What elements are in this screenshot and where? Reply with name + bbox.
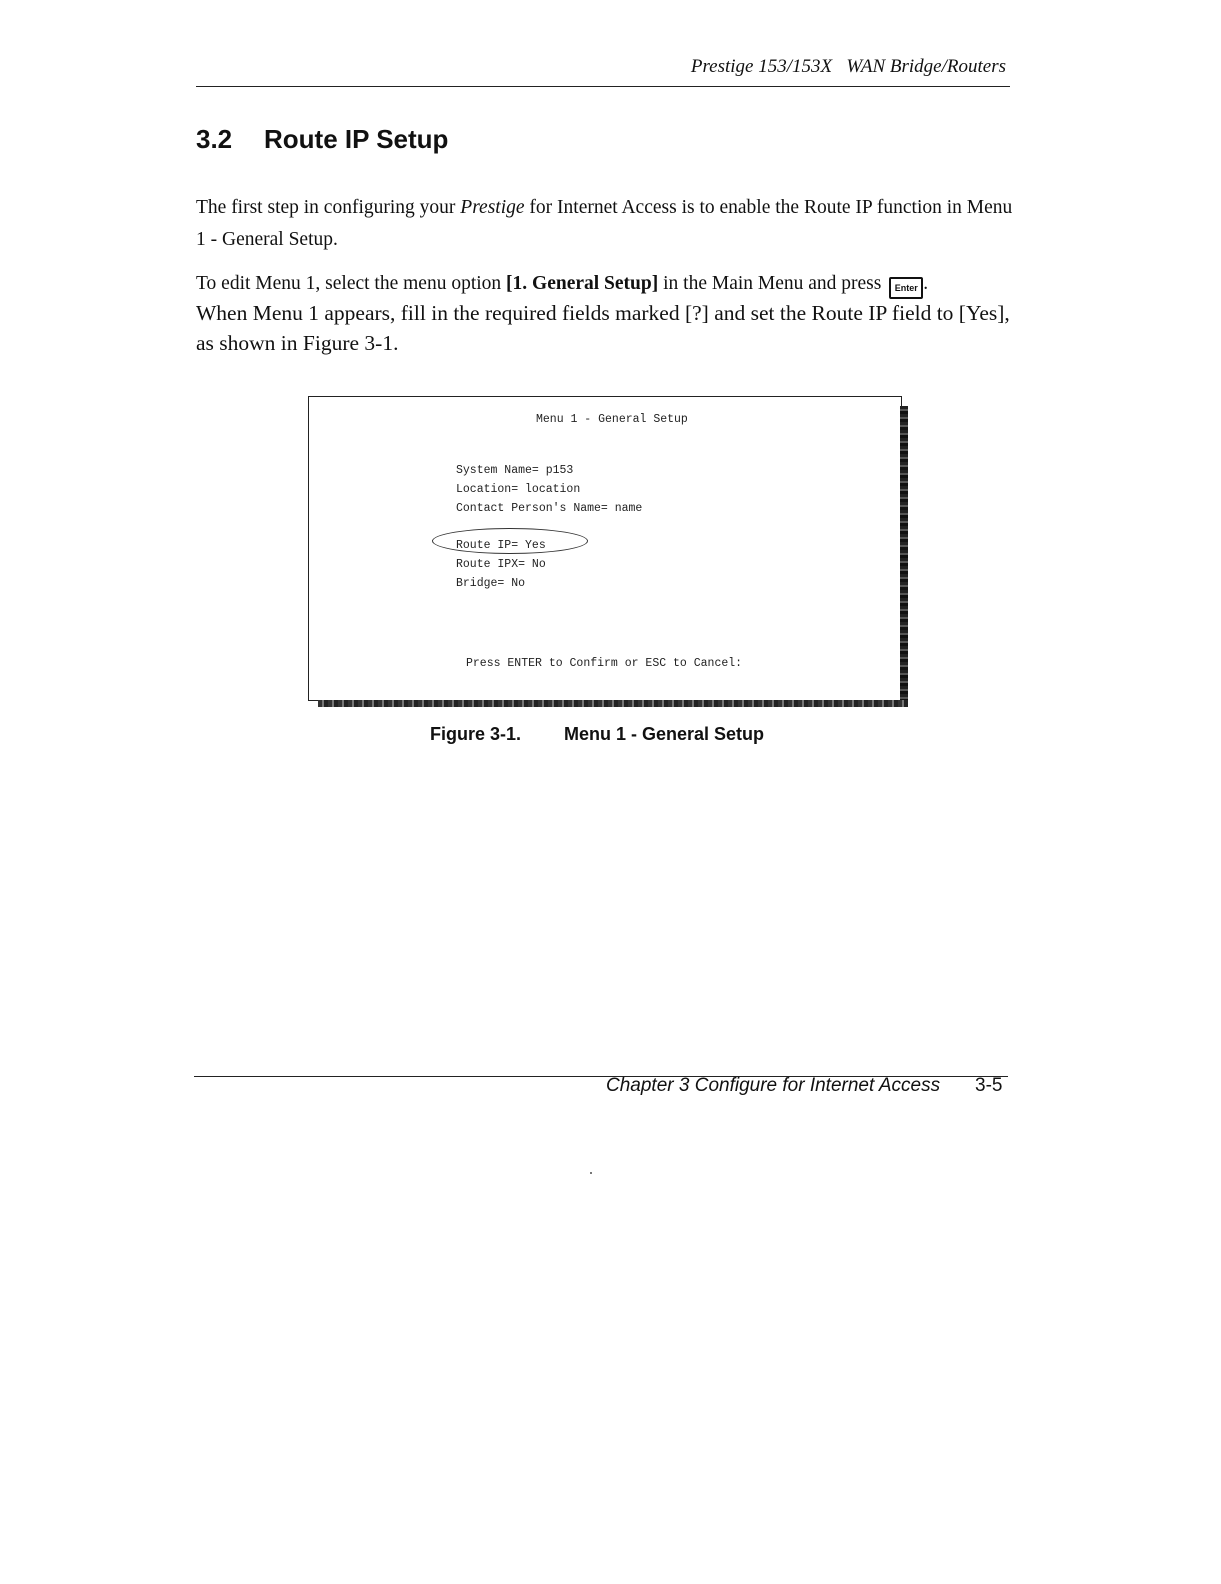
- scan-speck: [590, 1172, 592, 1174]
- header-title: [691, 56, 1006, 78]
- route-ip-field: Route IP= Yes: [456, 539, 546, 552]
- section-heading: [196, 124, 448, 155]
- enter-key-icon: Enter: [889, 277, 923, 299]
- route-ipx-field: Route IPX= No: [456, 558, 546, 571]
- section-title: Route IP Setup: [264, 124, 449, 154]
- paragraph-intro-after: for Internet Access is to enable the Route IP function in Menu 1 - General Setup.: [196, 197, 1013, 250]
- paragraph-instructions-bold: [1. General Setup]: [506, 273, 659, 294]
- paragraph-intro: [196, 192, 1016, 256]
- footer-chapter: Chapter 3 Configure for Internet Access: [606, 1075, 941, 1096]
- paragraph-intro-italic: Prestige: [460, 197, 525, 218]
- screen-shadow-bottom: [318, 700, 908, 707]
- header-product: WAN Bridge/Routers: [846, 56, 1006, 77]
- screen-shadow-right: [900, 406, 908, 706]
- screen-title: Menu 1 - General Setup: [536, 413, 688, 426]
- page-header: [196, 54, 1010, 87]
- figure-label: Figure 3-1.: [430, 724, 522, 744]
- section-number: 3.2: [196, 124, 233, 154]
- paragraph-instructions-middle: in the Main Menu and press: [658, 273, 887, 294]
- terminal-screen: [308, 396, 902, 701]
- bridge-field: Bridge= No: [456, 577, 526, 590]
- paragraph-intro-before: The first step in configuring your: [196, 197, 461, 218]
- paragraph-instructions: [196, 270, 1016, 359]
- location-field: Location= location: [456, 483, 581, 496]
- figure-title: Menu 1 - General Setup: [564, 724, 765, 744]
- system-name-field: System Name= p153: [456, 464, 574, 477]
- paragraph-instructions-period: .: [923, 273, 929, 294]
- page-number: 3-5: [975, 1075, 1003, 1096]
- screen-prompt: Press ENTER to Confirm or ESC to Cancel:: [466, 657, 743, 670]
- paragraph-instructions-before: To edit Menu 1, select the menu option: [196, 273, 507, 294]
- header-model: Prestige 153/153X: [690, 56, 833, 77]
- paragraph-instructions-line2: When Menu 1 appears, fill in the required fields marked [?] and set the Route IP field to [Yes], as shown in Figure 3-1.: [196, 301, 1010, 355]
- contact-person-field: Contact Person's Name= name: [456, 502, 643, 515]
